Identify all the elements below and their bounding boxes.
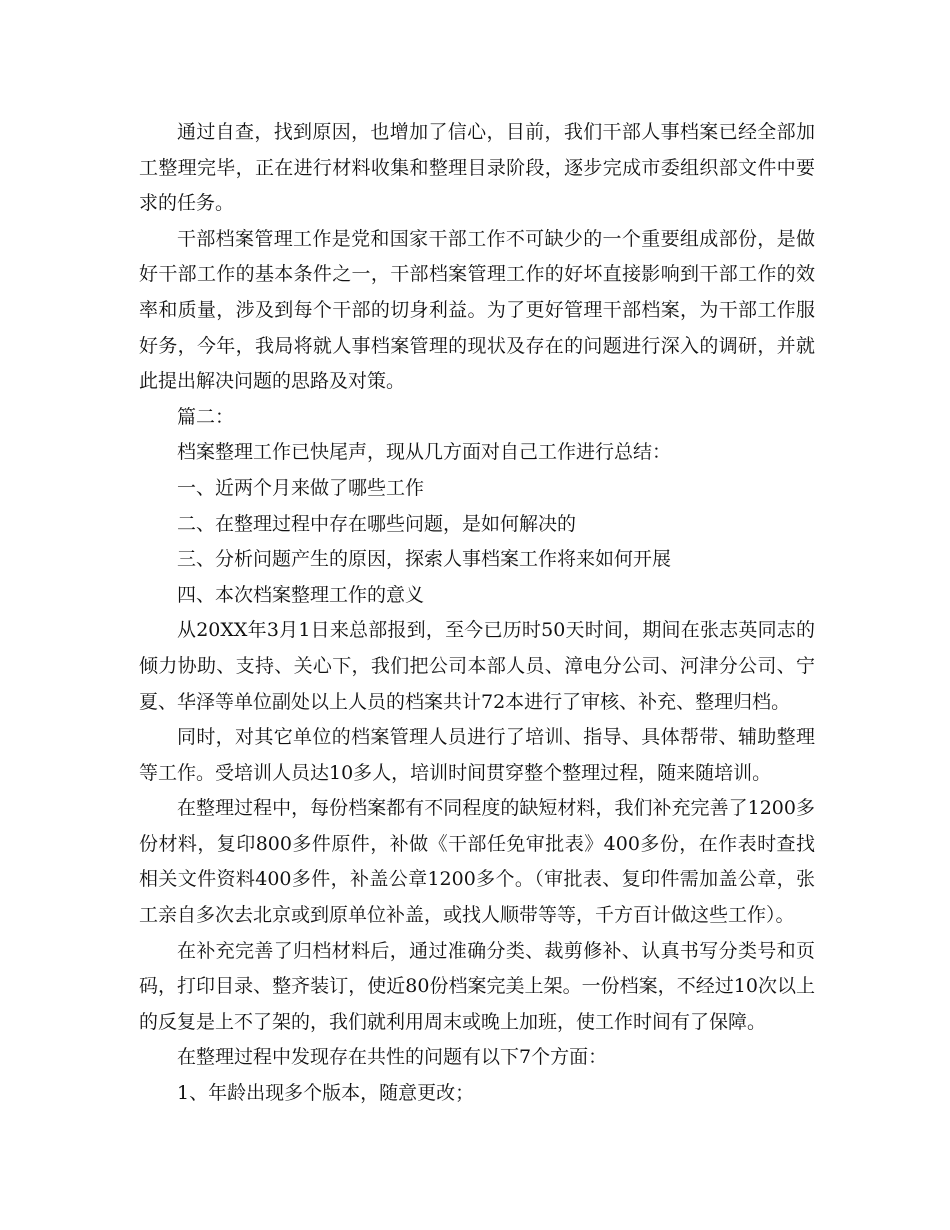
paragraph-training: 同时，对其它单位的档案管理人员进行了培训、指导、具体帮带、辅助整理等工作。受培训人员达10多人，培训时间贯穿整个整理过程，随来随培训。 bbox=[139, 726, 815, 784]
document-body bbox=[139, 115, 815, 1112]
paragraph-archive-importance: 干部档案管理工作是党和国家干部工作不可缺少的一个重要组成部份，是做好干部工作的基本条件之一，干部档案管理工作的好坏直接影响到干部工作的效率和质量，涉及到每个干部的切身利益。为了更好管理干部档案，为干部工作服好务，今年，我局将就人事档案管理的现状及存在的问题进行深入的调研，并就此提出解决问题的思路及对策。 bbox=[139, 227, 815, 393]
list-item-2: 二、在整理过程中存在哪些问题，是如何解决的 bbox=[177, 512, 577, 535]
problem-item-1: 1、年龄出现多个版本，随意更改； bbox=[177, 1082, 475, 1105]
paragraph-self-inspection: 通过自查，找到原因，也增加了信心，目前，我们干部人事档案已经全部加工整理完毕，正在进行材料收集和整理目录阶段，逐步完成市委组织部文件中要求的任务。 bbox=[139, 121, 815, 215]
paragraph-work-done: 从20XX年3月1日来总部报到，至今已历时50天时间，期间在张志英同志的倾力协助、支持、关心下，我们把公司本部人员、漳电分公司、河津分公司、宁夏、华泽等单位副处以上人员的档案共计72本进行了审核、补充、整理归档。 bbox=[139, 619, 815, 713]
paragraph-problems-intro: 在整理过程中发现存在共性的问题有以下7个方面： bbox=[177, 1046, 608, 1069]
list-item-3: 三、分析问题产生的原因，探索人事档案工作将来如何开展 bbox=[177, 548, 672, 571]
list-item-1: 一、近两个月来做了哪些工作 bbox=[177, 476, 425, 499]
paragraph-filing: 在补充完善了归档材料后，通过准确分类、裁剪修补、认真书写分类号和页码，打印目录、整齐装订，使近80份档案完美上架。一份档案，不经过10次以上的反复是上不了架的，我们就利用周末或晚上加班，使工作时间有了保障。 bbox=[139, 939, 815, 1033]
section-heading-part-two: 篇二： bbox=[177, 405, 235, 428]
paragraph-materials: 在整理过程中，每份档案都有不同程度的缺短材料，我们补充完善了1200多份材料，复印800多件原件，补做《干部任免审批表》400多份，在作表时查找相关文件资料400多件，补盖公章1200多个。（审批表、复印件需加盖公章，张工亲自多次去北京或到原单位补盖，或找人顺带等等，千方百计做这些工作）。 bbox=[139, 797, 815, 927]
paragraph-summary-intro: 档案整理工作已快尾声，现从几方面对自己工作进行总结： bbox=[177, 441, 672, 464]
list-item-4: 四、本次档案整理工作的意义 bbox=[177, 583, 425, 606]
